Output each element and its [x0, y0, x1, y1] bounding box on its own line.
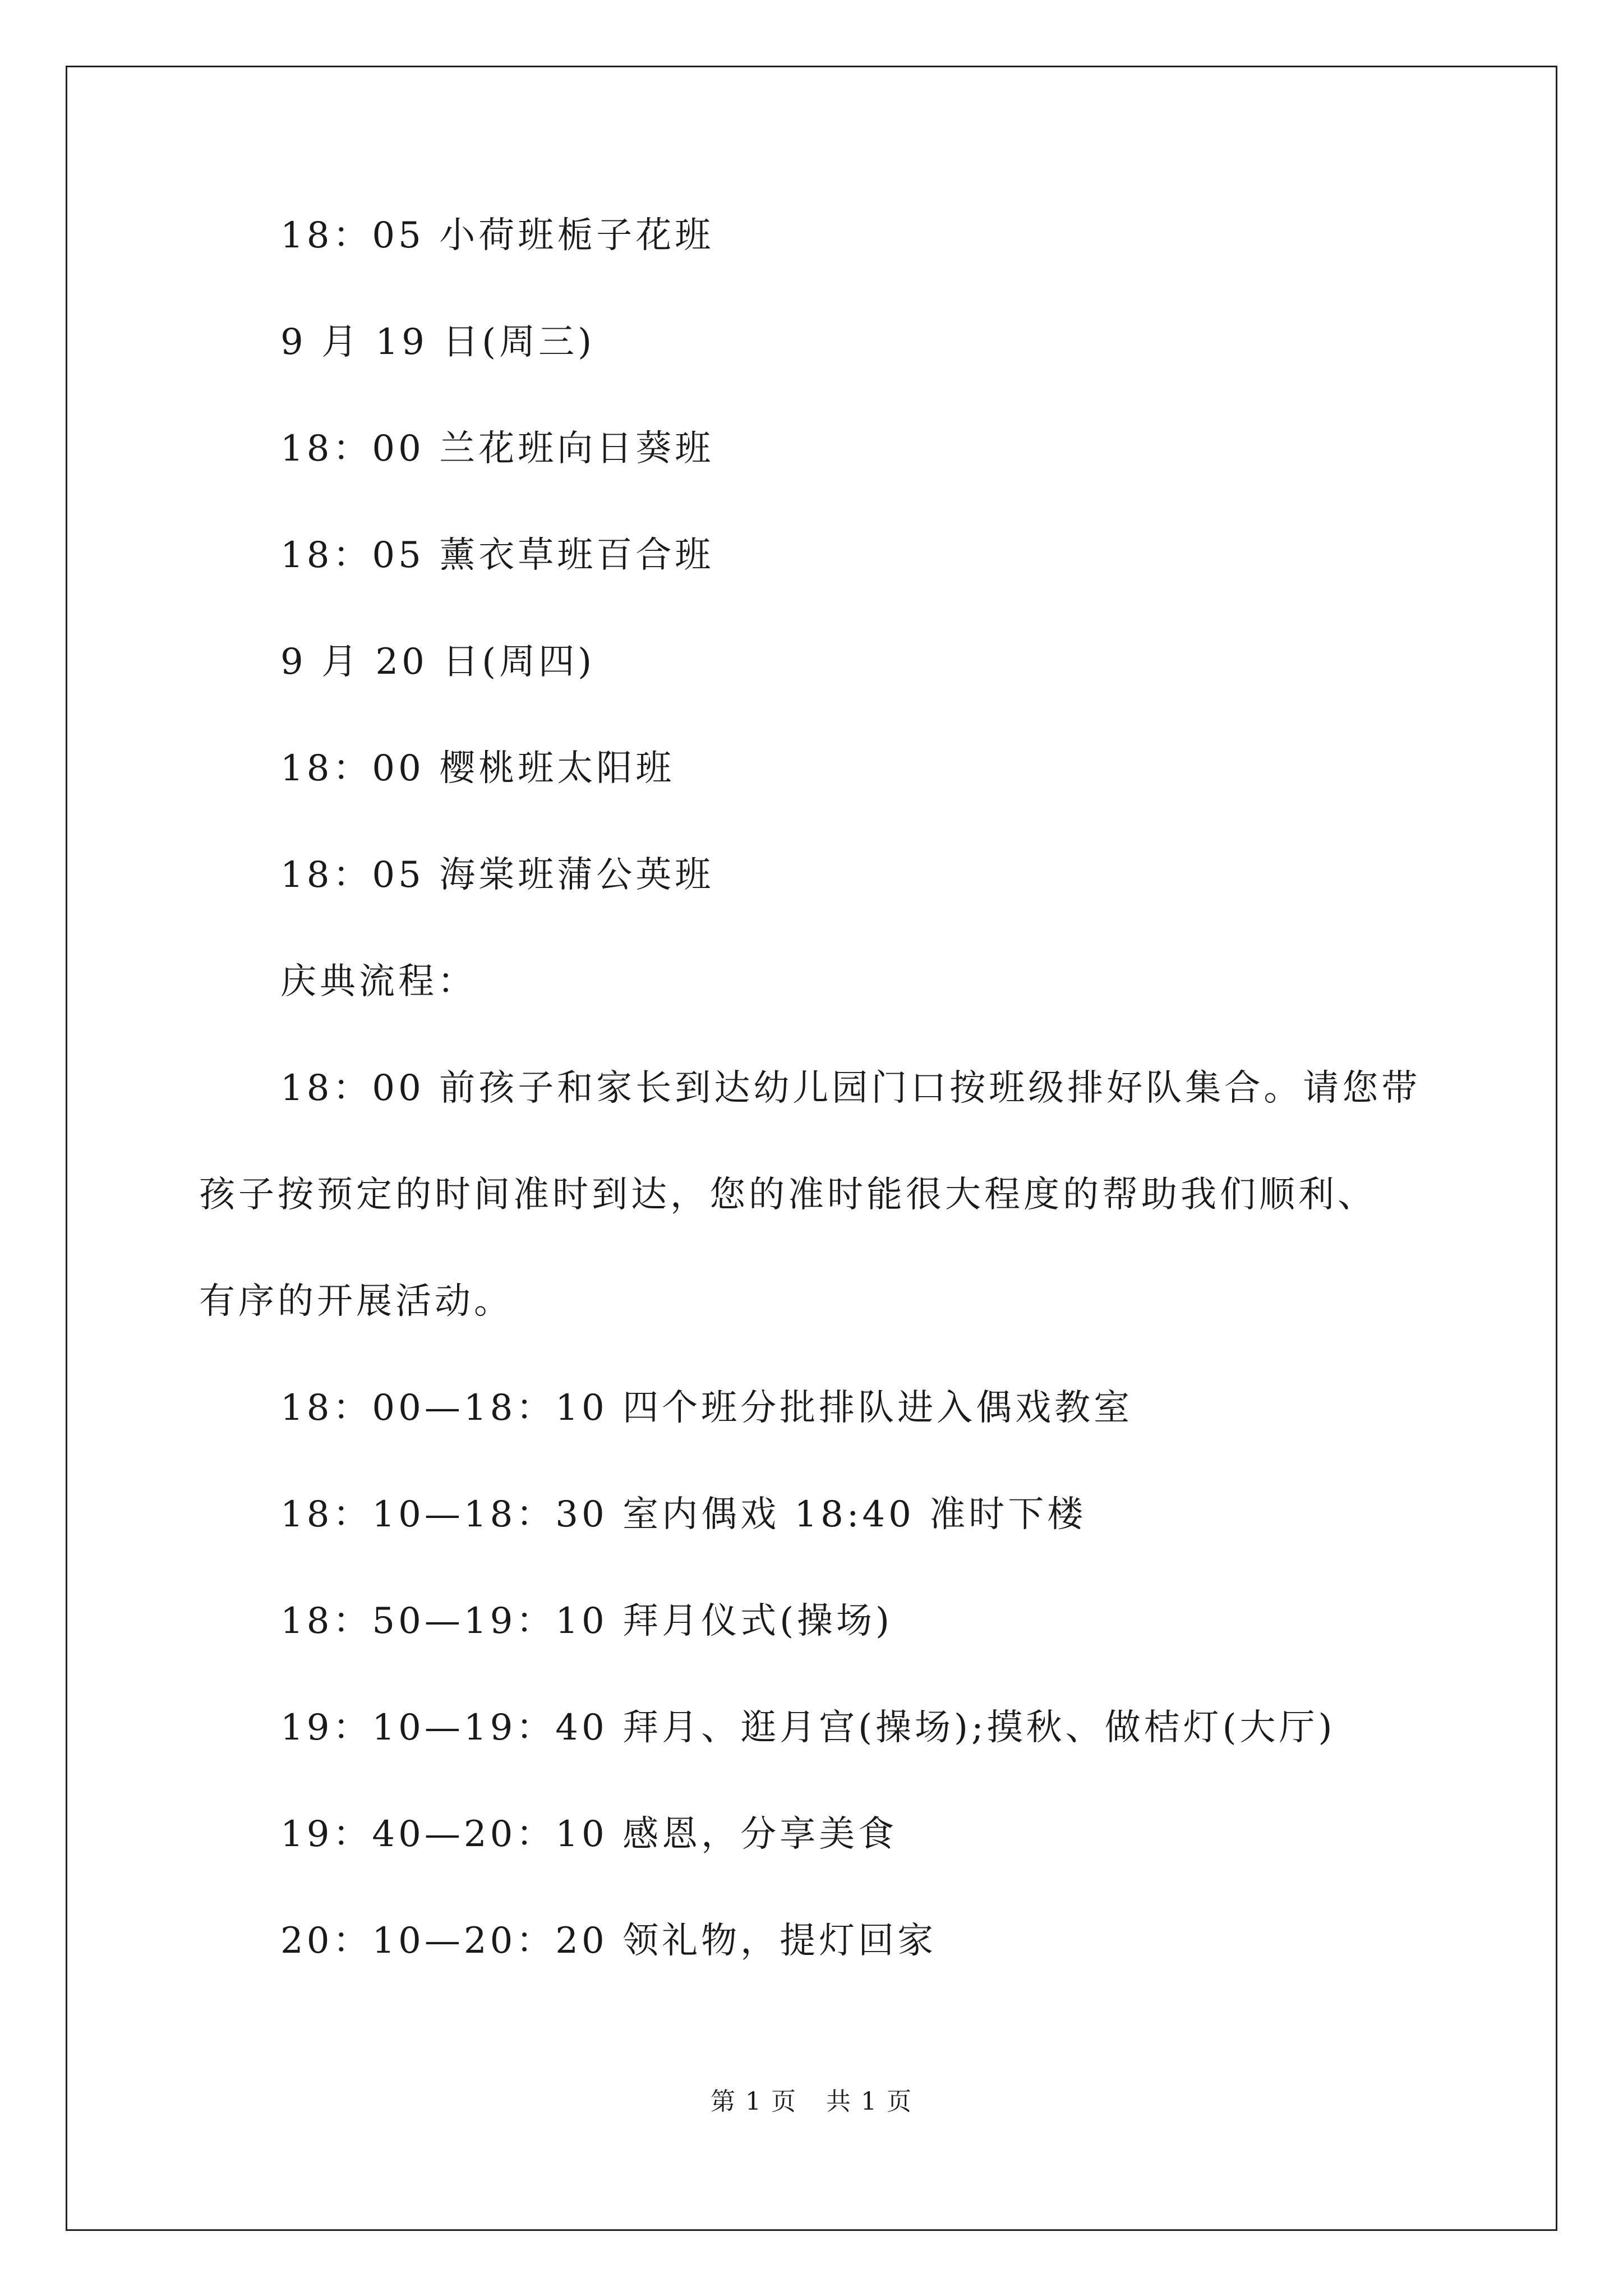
schedule-line: 18：05 小荷班栀子花班 — [280, 215, 714, 256]
schedule-line: 18：00 兰花班向日葵班 — [280, 428, 714, 470]
page-number: 第 1 页 — [711, 2087, 797, 2116]
timeline-item: 18：00—18：10 四个班分批排队进入偶戏教室 — [280, 1387, 1133, 1429]
schedule-line: 18：00 樱桃班太阳班 — [280, 748, 675, 789]
timeline-item: 20：10—20：20 领礼物，提灯回家 — [280, 1920, 937, 1962]
page-footer — [0, 2081, 1623, 2117]
paragraph-line: 有序的开展活动。 — [199, 1281, 513, 1322]
timeline-item: 18：10—18：30 室内偶戏 18:40 准时下楼 — [280, 1494, 1087, 1535]
timeline-item: 18：50—19：10 拜月仪式(操场) — [280, 1600, 893, 1642]
section-heading: 庆典流程： — [280, 961, 477, 1002]
page-total: 共 1 页 — [826, 2087, 912, 2116]
paragraph-line: 18：00 前孩子和家长到达幼儿园门口按班级排好队集合。请您带 — [280, 1068, 1421, 1109]
timeline-item: 19：40—20：10 感恩，分享美食 — [280, 1814, 898, 1855]
timeline-item: 19：10—19：40 拜月、逛月宫(操场);摸秋、做桔灯(大厅) — [280, 1707, 1336, 1749]
document-body — [199, 213, 1433, 1963]
paragraph-line: 孩子按预定的时间准时到达，您的准时能很大程度的帮助我们顺利、 — [199, 1174, 1377, 1216]
schedule-line: 18：05 海棠班蒲公英班 — [280, 854, 714, 896]
date-heading: 9 月 19 日(周三) — [280, 321, 596, 363]
date-heading: 9 月 20 日(周四) — [280, 641, 596, 683]
schedule-line: 18：05 薰衣草班百合班 — [280, 535, 714, 576]
